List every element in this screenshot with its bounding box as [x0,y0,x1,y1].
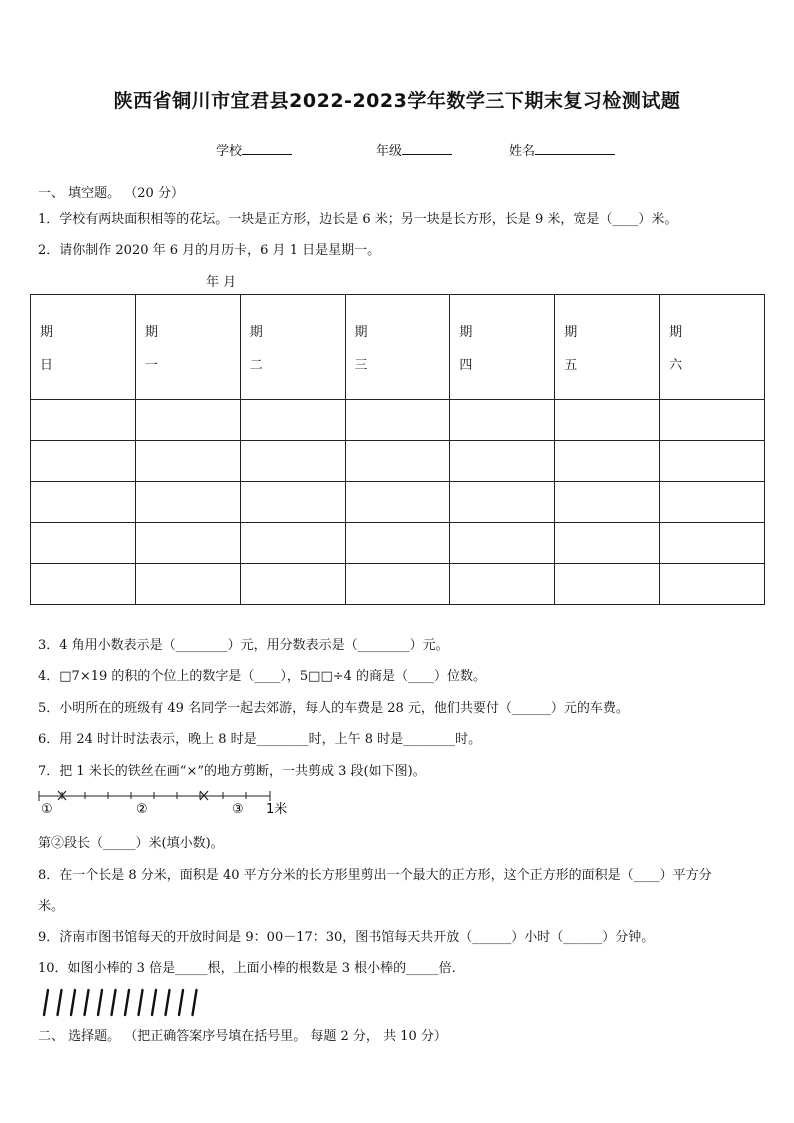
name-field [509,140,615,159]
question-6: 6．用 24 时计时法表示，晚上 8 时是________时，上午 8 时是________时。 [38,732,482,747]
calendar-cell[interactable] [450,482,555,523]
stick [139,990,143,1015]
calendar-cell[interactable] [660,564,765,605]
stick [58,990,62,1015]
sticks-figure [38,988,208,1018]
calendar-cell[interactable] [240,564,345,605]
calendar-cell[interactable] [31,482,136,523]
calendar-cell[interactable] [450,400,555,441]
question-9: 9．济南市图书馆每天的开放时间是 9：00－17：30，图书馆每天共开放（______）小时（______）分钟。 [38,930,655,945]
question-7-answer: 第②段长（_____）米(填小数)。 [38,836,224,851]
calendar-table [30,294,765,605]
calendar-week-row [31,400,765,441]
weekday-header: 期 日 [31,295,136,400]
stick [193,990,197,1015]
calendar-cell[interactable] [450,523,555,564]
name-label: 姓名 [509,144,536,159]
calendar-cell[interactable] [345,523,450,564]
calendar-cell[interactable] [240,441,345,482]
calendar-cell[interactable] [555,564,660,605]
name-blank[interactable] [535,142,615,155]
ruler-end-label: 1米 [266,802,288,817]
question-5: 5．小明所在的班级有 49 名同学一起去郊游，每人的车费是 28 元，他们共要付（______）元的车费。 [38,701,629,716]
calendar-cell[interactable] [31,523,136,564]
stick [112,990,116,1015]
weekday-header: 期 三 [345,295,450,400]
calendar-caption: 年 月 [206,275,237,290]
calendar-cell[interactable] [135,523,240,564]
grade-label: 年级 [376,144,403,159]
stick [98,990,102,1015]
question-10: 10．如图小棒的 3 倍是_____根，上面小棒的根数是 3 根小棒的_____倍. [38,961,456,976]
question-8-line-1: 8．在一个长是 8 分米，面积是 40 平方分米的长方形里剪出一个最大的正方形，这个正方形的面积是（____）平方分 [38,868,712,883]
calendar-cell[interactable] [135,482,240,523]
calendar-cell[interactable] [31,564,136,605]
calendar-cell[interactable] [555,400,660,441]
weekday-header: 期 六 [660,295,765,400]
segment-label-1: ① [41,802,53,817]
school-field [216,140,292,159]
calendar-cell[interactable] [345,441,450,482]
calendar-cell[interactable] [240,482,345,523]
calendar-cell[interactable] [450,564,555,605]
calendar-cell[interactable] [240,400,345,441]
stick [44,990,48,1015]
calendar-cell[interactable] [31,400,136,441]
question-2: 2．请你制作 2020 年 6 月的月历卡，6 月 1 日是星期一。 [38,243,381,258]
calendar-week-row [31,441,765,482]
calendar-cell[interactable] [31,441,136,482]
calendar-cell[interactable] [660,523,765,564]
question-7: 7．把 1 米长的铁丝在画“×”的地方剪断，一共剪成 3 段(如下图)。 [38,764,426,779]
stick [85,990,89,1015]
calendar-cell[interactable] [345,564,450,605]
stick [71,990,75,1015]
calendar-cell[interactable] [240,523,345,564]
stick [125,990,129,1015]
stick [179,990,183,1015]
stick [166,990,170,1015]
question-4: 4．□7×19 的积的个位上的数字是（____），5□□÷4 的商是（____）位数。 [38,669,487,684]
calendar-week-row [31,482,765,523]
calendar-week-row [31,564,765,605]
calendar-cell[interactable] [555,441,660,482]
question-3: 3．4 角用小数表示是（________）元，用分数表示是（________）元。 [38,638,449,653]
weekday-header: 期 一 [135,295,240,400]
calendar-cell[interactable] [660,400,765,441]
calendar-cell[interactable] [135,400,240,441]
calendar-cell[interactable] [450,441,555,482]
calendar-cell[interactable] [135,441,240,482]
school-blank[interactable] [242,142,292,155]
calendar-cell[interactable] [660,482,765,523]
weekday-header: 期 二 [240,295,345,400]
section2-heading: 二、 选择题。 （把正确答案序号填在括号里。 每题 2 分， 共 10 分） [38,1029,447,1044]
segment-label-3: ③ [232,802,244,817]
weekday-header: 期 五 [555,295,660,400]
question-1: 1．学校有两块面积相等的花坛。一块是正方形，边长是 6 米；另一块是长方形，长是 9 米，宽是（____）米。 [38,212,678,227]
calendar-cell[interactable] [345,482,450,523]
section1-heading: 一、 填空题。 （20 分） [38,186,184,201]
weekday-header: 期 四 [450,295,555,400]
calendar-cell[interactable] [345,400,450,441]
wire-ruler-diagram [38,787,298,817]
grade-blank[interactable] [402,142,452,155]
page-title: 陕西省铜川市宜君县2022-2023学年数学三下期末复习检测试题 [113,90,681,112]
calendar-week-row [31,523,765,564]
calendar-header-row [31,295,765,400]
calendar-cell[interactable] [555,523,660,564]
school-label: 学校 [216,144,243,159]
segment-label-2: ② [136,802,148,817]
grade-field [376,140,452,159]
calendar-cell[interactable] [555,482,660,523]
question-8-line-2: 米。 [38,899,65,914]
calendar-cell[interactable] [135,564,240,605]
calendar-cell[interactable] [660,441,765,482]
stick [152,990,156,1015]
